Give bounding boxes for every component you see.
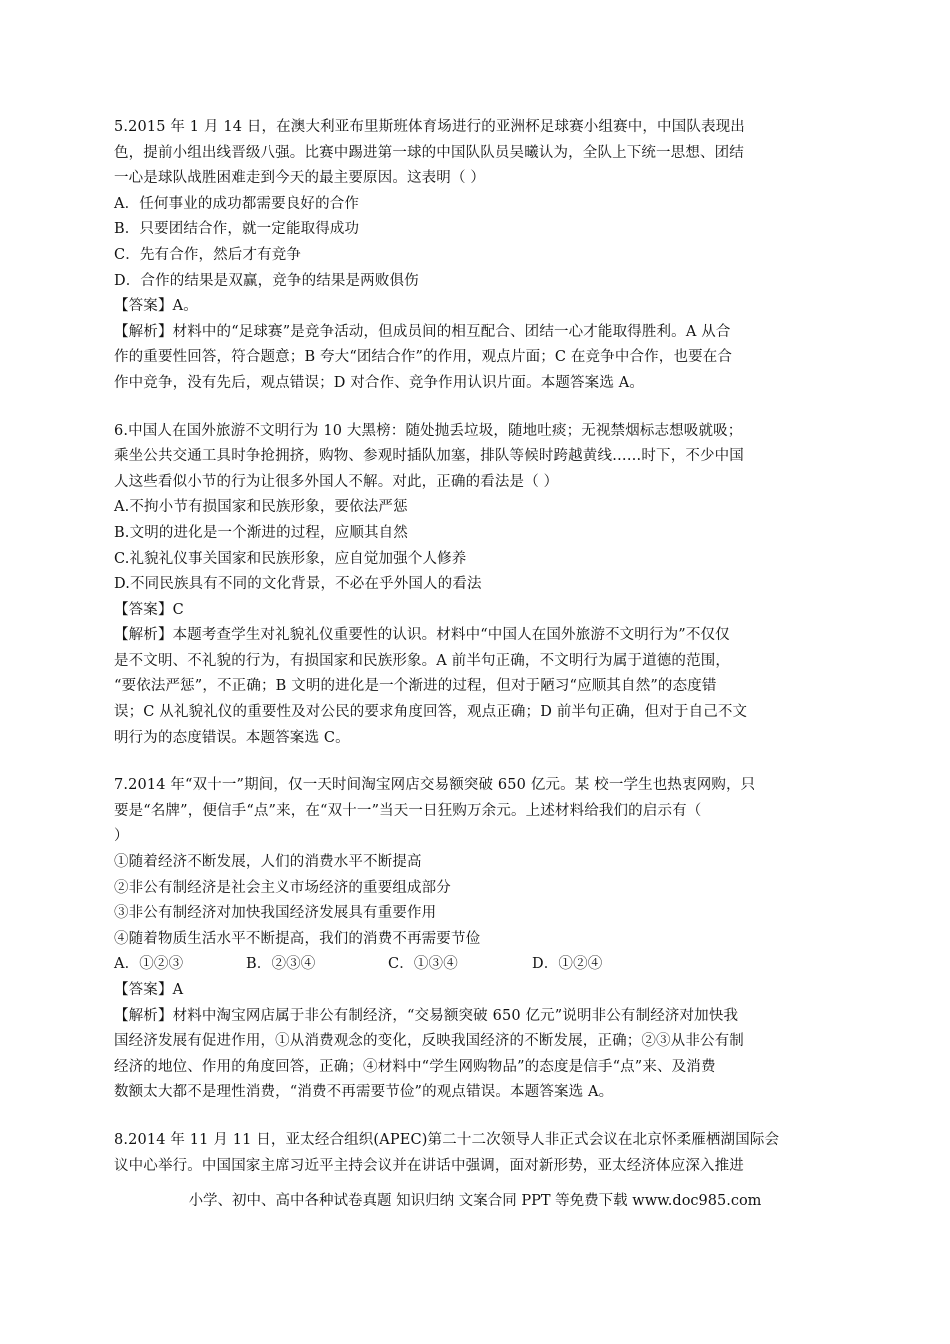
option-c: C.礼貌礼仪事关国家和民族形象，应自觉加强个人修养 bbox=[114, 550, 467, 567]
analysis-line: 是不文明、不礼貌的行为，有损国家和民族形象。A 前半句正确，不文明行为属于道德的范围， bbox=[114, 652, 731, 669]
option-b: B.文明的进化是一个渐进的过程，应顺其自然 bbox=[114, 524, 408, 541]
answer: 【答案】A。 bbox=[114, 298, 198, 315]
option-d: D．合作的结果是双赢，竞争的结果是两败俱伤 bbox=[114, 272, 419, 289]
choice-d: D．①②④ bbox=[532, 956, 603, 973]
spacer bbox=[114, 397, 840, 419]
analysis-line: 【解析】本题考查学生对礼貌礼仪重要性的认识。材料中“中国人在国外旅游不文明行为”不仅仅 bbox=[114, 627, 730, 644]
question-stem-line: 色，提前小组出线晋级八强。比赛中踢进第一球的中国队队员吴曦认为，全队上下统一思想、团结 bbox=[114, 144, 744, 161]
spacer bbox=[114, 1106, 840, 1128]
choice-b: B．②③④ bbox=[246, 956, 316, 973]
question-stem-line: ） bbox=[114, 828, 129, 845]
question-stem-line: 乘坐公共交通工具时争抢拥挤，购物、参观时插队加塞，排队等候时跨越黄线……时下，不少中国 bbox=[114, 448, 744, 465]
analysis-line: “要依法严惩”，不正确；B 文明的进化是一个渐进的过程，但对于陋习“应顺其自然”的态度错 bbox=[114, 678, 717, 695]
analysis-line: 国经济发展有促进作用，①从消费观念的变化，反映我国经济的不断发展，正确；②③从非公有制 bbox=[114, 1033, 744, 1050]
page-footer: 小学、初中、高中各种试卷真题 知识归纳 文案合同 PPT 等免费下载 www.doc985.com bbox=[188, 1193, 762, 1209]
question-7 bbox=[114, 773, 840, 1106]
question-6 bbox=[114, 419, 840, 752]
option-c: C．先有合作，然后才有竞争 bbox=[114, 246, 302, 263]
statement-2: ②非公有制经济是社会主义市场经济的重要组成部分 bbox=[114, 879, 451, 896]
question-stem-line: 7.2014 年“双十一”期间，仅一天时间淘宝网店交易额突破 650 亿元。某 校一学生也热衷网购，只 bbox=[114, 777, 756, 794]
statement-4: ④随着物质生活水平不断提高，我们的消费不再需要节俭 bbox=[114, 930, 481, 947]
question-stem-line: 议中心举行。中国国家主席习近平主持会议并在讲话中强调，面对新形势，亚太经济体应深入推进 bbox=[114, 1157, 744, 1174]
option-a: A.不拘小节有损国家和民族形象，要依法严惩 bbox=[114, 499, 408, 516]
option-a: A．任何事业的成功都需要良好的合作 bbox=[114, 195, 360, 212]
statement-1: ①随着经济不断发展，人们的消费水平不断提高 bbox=[114, 854, 422, 871]
question-5 bbox=[114, 115, 840, 397]
question-8 bbox=[114, 1128, 840, 1179]
analysis-line: 【解析】材料中淘宝网店属于非公有制经济，“交易额突破 650 亿元”说明非公有制经济对加快我 bbox=[114, 1007, 739, 1024]
choice-c: C．①③④ bbox=[388, 956, 458, 973]
question-stem-line: 6.中国人在国外旅游不文明行为 10 大黑榜：随处抛丢垃圾，随地吐痰；无视禁烟标志想吸就吸； bbox=[114, 422, 743, 439]
question-stem-line: 人这些看似小节的行为让很多外国人不解。对此，正确的看法是（ ） bbox=[114, 473, 559, 490]
question-stem-line: 8.2014 年 11 月 11 日，亚太经合组织(APEC)第二十二次领导人非正式会议在北京怀柔雁栖湖国际会 bbox=[114, 1131, 780, 1148]
analysis-line: 经济的地位、作用的角度回答，正确；④材料中“学生网购物品”的态度是信手“点”来、及消费 bbox=[114, 1058, 716, 1075]
statement-3: ③非公有制经济对加快我国经济发展具有重要作用 bbox=[114, 905, 437, 922]
analysis-line: 明行为的态度错误。本题答案选 C。 bbox=[114, 729, 350, 746]
question-stem-line: 一心是球队战胜困难走到今天的最主要原因。这表明（ ） bbox=[114, 170, 486, 187]
analysis-line: 数额太大都不是理性消费，“消费不再需要节俭”的观点错误。本题答案选 A。 bbox=[114, 1084, 614, 1101]
option-d: D.不同民族具有不同的文化背景，不必在乎外国人的看法 bbox=[114, 576, 482, 593]
spacer bbox=[114, 751, 840, 773]
analysis-line: 作中竞争，没有先后，观点错误；D 对合作、竞争作用认识片面。本题答案选 A。 bbox=[114, 374, 645, 391]
choice-row bbox=[114, 952, 840, 978]
analysis-line: 作的重要性回答，符合题意；B 夸大“团结合作”的作用，观点片面；C 在竞争中合作，也要在合 bbox=[114, 349, 733, 366]
answer: 【答案】C bbox=[114, 601, 184, 618]
choice-a: A．①②③ bbox=[114, 956, 184, 973]
question-content bbox=[114, 115, 840, 1179]
analysis-line: 【解析】材料中的“足球赛”是竞争活动，但成员间的相互配合、团结一心才能取得胜利。A 从合 bbox=[114, 323, 731, 340]
analysis-line: 误；C 从礼貌礼仪的重要性及对公民的要求角度回答，观点正确；D 前半句正确，但对于自己不文 bbox=[114, 704, 748, 721]
option-b: B．只要团结合作，就一定能取得成功 bbox=[114, 221, 360, 238]
question-stem-line: 要是“名牌”，便信手“点”来，在“双十一”当天一日狂购万余元。上述材料给我们的启示有（ bbox=[114, 802, 702, 819]
answer: 【答案】A bbox=[114, 982, 184, 998]
question-stem-line: 5.2015 年 1 月 14 日，在澳大利亚布里斯班体育场进行的亚洲杯足球赛小组赛中，中国队表现出 bbox=[114, 119, 745, 135]
